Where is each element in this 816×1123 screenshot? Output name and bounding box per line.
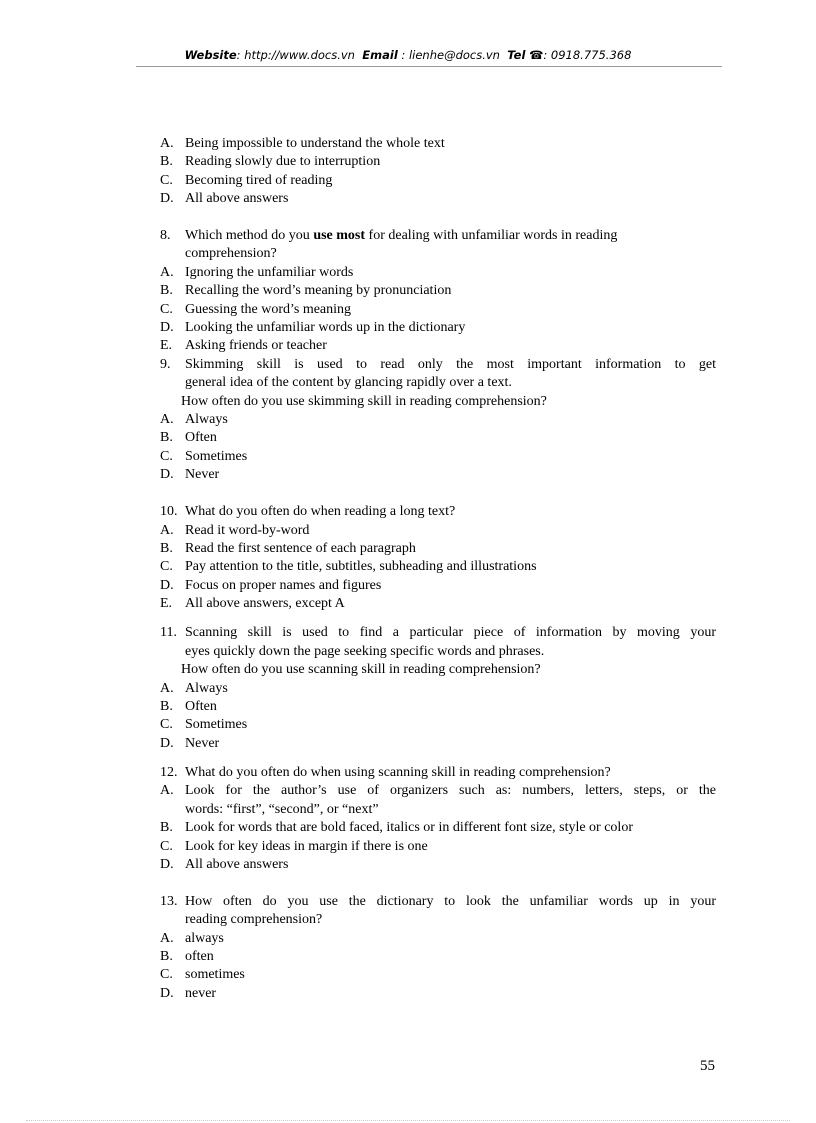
option-marker: D. [160,191,174,207]
option-marker: D. [160,735,174,751]
question-number: 11. [160,625,177,641]
option-text: Always [185,412,228,428]
option-line [160,856,716,874]
question-prompt: How often do you use skimming skill in reading comprehension? [181,393,547,409]
option-line [160,466,716,484]
option-marker: C. [160,967,173,983]
option-line [160,819,716,837]
question-text-cont: eyes quickly down the page seeking specific words and phrases. [185,643,545,659]
option-text: Asking friends or teacher [185,338,327,354]
option-text: All above answers [185,857,289,872]
option-marker: D. [160,320,174,336]
option-text: All above answers [185,191,289,207]
option-line [160,698,716,716]
option-text: Being impossible to understand the whole text [185,136,445,151]
option-line [160,558,716,576]
question-11 [160,624,716,753]
question-prompt: How often do you use scanning skill in reading comprehension? [181,662,541,678]
question-number: 8. [160,228,171,244]
option-line [160,153,716,171]
question-text-cont: comprehension? [185,246,277,262]
option-text: Read the first sentence of each paragraph [185,540,416,556]
option-marker: D. [160,985,174,1001]
option-marker: C. [160,838,173,854]
question-7-options [160,135,716,209]
option-marker: C. [160,559,173,575]
email-value: : lienhe@docs.vn [401,48,500,62]
question-number: 10. [160,504,178,520]
question-text [160,764,716,782]
option-marker: B. [160,430,173,446]
option-line [160,948,716,966]
option-line [160,735,716,753]
option-marker: B. [160,283,173,299]
footer-divider [26,1120,790,1121]
option-line [160,282,716,300]
option-text: Often [185,430,217,446]
question-text [160,624,716,642]
option-line [160,264,716,282]
emphasis-text: use most [313,228,366,244]
question-text [160,893,716,911]
option-text: Recalling the word’s meaning by pronunciation [185,283,452,299]
option-text: Pay attention to the title, subtitles, subheading and illustrations [185,559,537,575]
question-number: 9. [160,356,171,372]
option-line [160,172,716,190]
option-line [160,301,716,319]
option-marker: A. [160,412,174,428]
option-line [160,782,716,800]
option-marker: A. [160,264,174,280]
question-9 [160,356,716,485]
option-line [160,838,716,856]
option-text: All above answers, except A [185,596,345,612]
option-text: Ignoring the unfamiliar words [185,264,354,280]
option-marker: D. [160,467,174,483]
option-text: Never [185,735,220,751]
question-number: 12. [160,764,178,780]
option-text: never [185,985,217,1001]
option-line [160,930,716,948]
option-text: Reading slowly due to interruption [185,154,381,170]
question-text [160,227,716,245]
option-marker: A. [160,783,174,799]
option-marker: C. [160,172,173,188]
option-line [160,680,716,698]
option-marker: E. [160,338,173,354]
question-number: 13. [160,893,178,909]
option-marker: A. [160,680,174,696]
option-text: often [185,949,214,965]
option-line [160,337,716,355]
option-marker: C. [160,717,173,733]
option-line [160,522,716,540]
question-text-cont: reading comprehension? [185,912,323,928]
question-text-cont: general idea of the content by glancing rapidly over a text. [185,375,512,391]
option-text: Looking the unfamiliar words up in the dictionary [185,320,466,336]
option-line [160,319,716,337]
option-marker: B. [160,698,173,714]
option-line [160,448,716,466]
option-marker: B. [160,820,173,836]
option-text: Always [185,680,228,696]
question-13 [160,893,716,1003]
option-text: Look for words that are bold faced, italics or in different font size, style or color [185,820,633,836]
question-text-part: How often do you use the dictionary to look the unfamiliar words up in your [185,893,716,909]
option-marker: A. [160,522,174,538]
option-text: Never [185,467,220,483]
option-marker: B. [160,154,173,170]
option-text: sometimes [185,967,245,983]
option-line [160,966,716,984]
option-marker: D. [160,577,174,593]
option-line [160,135,716,153]
option-text: Sometimes [185,717,248,733]
question-12 [160,764,716,874]
tel-label: Tel [507,48,526,62]
option-marker: B. [160,540,173,556]
option-text: Look for the author’s use of organizers such as: numbers, letters, steps, or the [185,783,716,799]
option-text: Often [185,698,217,714]
phone-icon: ☎ [529,48,544,62]
option-line [160,716,716,734]
option-marker: A. [160,136,174,151]
page-number: 55 [700,1058,715,1074]
option-line [160,190,716,208]
option-line [160,577,716,595]
page-header [0,48,816,62]
option-line [160,985,716,1003]
option-marker: A. [160,930,174,946]
option-marker: E. [160,596,173,612]
question-text-part: Skimming skill is used to read only the most important information to get [185,356,716,372]
tel-value: : 0918.775.368 [543,48,632,62]
option-marker: B. [160,949,173,965]
website-value: : http://www.docs.vn [236,48,355,62]
question-text-part: Which method do you [185,228,314,244]
question-8 [160,227,716,356]
option-text: always [185,930,224,946]
option-text: Focus on proper names and figures [185,577,382,593]
option-line [160,429,716,447]
question-text [160,356,716,374]
option-line [160,540,716,558]
option-text: Look for key ideas in margin if there is one [185,838,428,854]
option-line [160,411,716,429]
questionnaire-body [160,135,716,1003]
question-text-part: What do you often do when reading a long text? [185,504,456,520]
option-text: Becoming tired of reading [185,172,333,188]
email-label: Email [362,48,398,62]
question-text-part: for dealing with unfamiliar words in reading [365,228,618,244]
option-marker: C. [160,301,173,317]
header-divider [136,66,722,67]
option-line [160,595,716,613]
option-text: Guessing the word’s meaning [185,301,352,317]
question-text-part: Scanning skill is used to find a particular piece of information by moving your [185,625,716,641]
option-marker: D. [160,857,174,872]
option-marker: C. [160,448,173,464]
option-text-cont: words: “first”, “second”, or “next” [185,801,379,817]
question-text-part: What do you often do when using scanning skill in reading comprehension? [185,764,611,780]
option-text: Sometimes [185,448,248,464]
option-text: Read it word-by-word [185,522,310,538]
website-label: Website [184,48,237,62]
question-text [160,503,716,521]
question-10 [160,503,716,613]
